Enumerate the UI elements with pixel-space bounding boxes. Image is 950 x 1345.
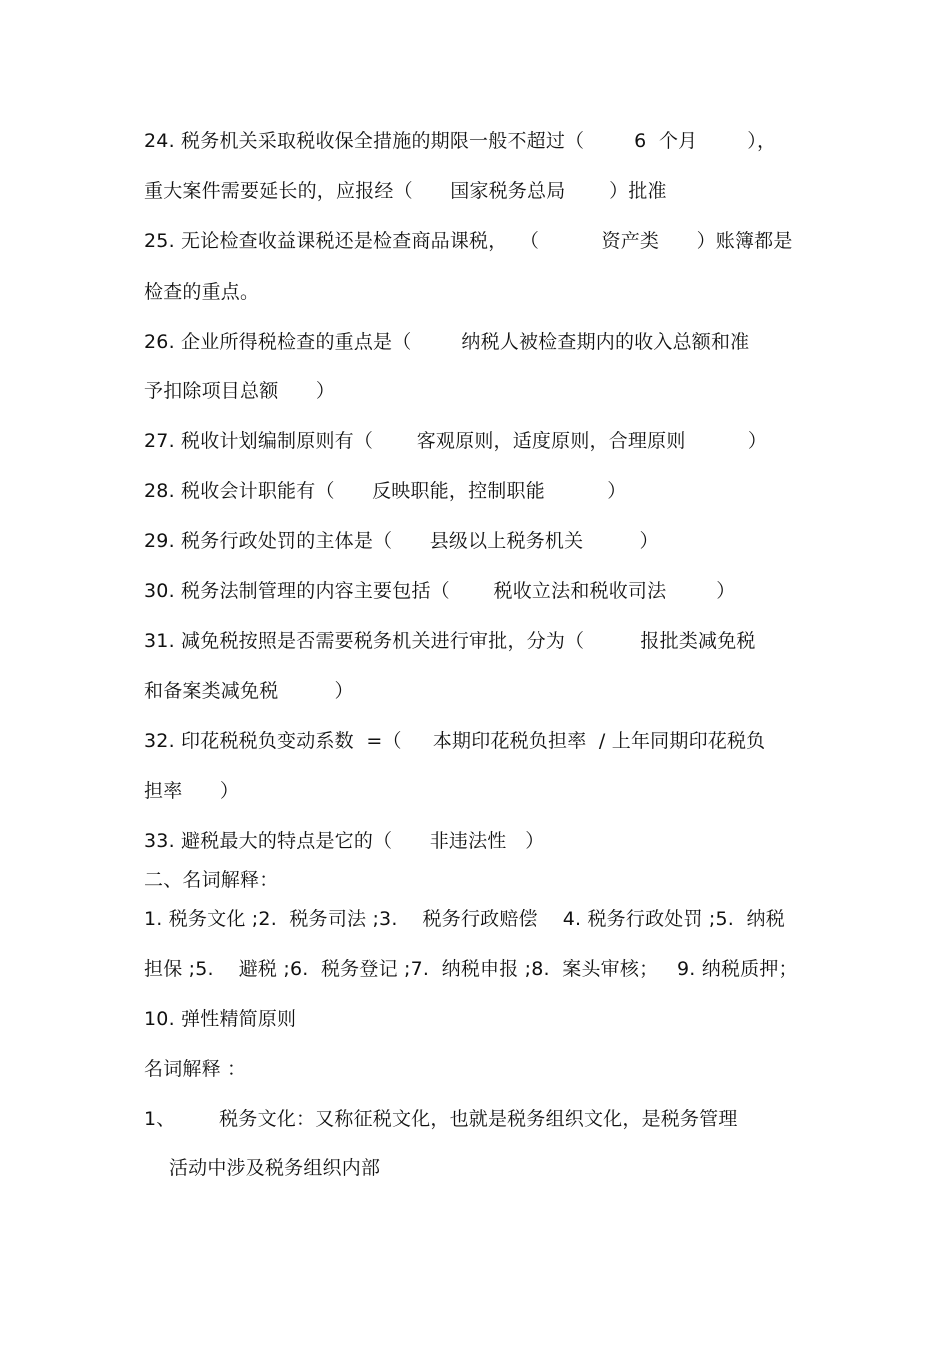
- question-32-line-1: 32. 印花税税负变动系数 =（ 本期印花税负担率 / 上年同期印花税负: [144, 730, 766, 752]
- term-1-definition-line-2: 活动中涉及税务组织内部: [144, 1157, 381, 1179]
- question-28: 28. 税收会计职能有（ 反映职能，控制职能 ）: [144, 480, 627, 502]
- terms-list-line-3: 10. 弹性精简原则: [144, 1008, 297, 1030]
- section-heading-terms: 二、名词解释：: [144, 869, 279, 891]
- terms-list-line-1: 1. 税务文化 ;2. 税务司法 ;3. 税务行政赔偿 4. 税务行政处罚 ;5. 纳税: [144, 908, 785, 930]
- question-31-line-1: 31. 减免税按照是否需要税务机关进行审批，分为（ 报批类减免税: [144, 630, 756, 652]
- question-30: 30. 税务法制管理的内容主要包括（ 税收立法和税收司法 ）: [144, 580, 736, 602]
- question-26-line-2: 予扣除项目总额 ）: [144, 380, 336, 402]
- question-24-line-2: 重大案件需要延长的，应报经（ 国家税务总局 ）批准: [144, 180, 667, 202]
- question-31-line-2: 和备案类减免税 ）: [144, 680, 354, 702]
- question-29: 29. 税务行政处罚的主体是（ 县级以上税务机关 ）: [144, 530, 659, 552]
- question-26-line-1: 26. 企业所得税检查的重点是（ 纳税人被检查期内的收入总额和准: [144, 331, 750, 353]
- question-32-line-2: 担率 ）: [144, 780, 240, 802]
- term-1-definition-line-1: 1、 税务文化：又称征税文化，也就是税务组织文化，是税务管理: [144, 1108, 738, 1130]
- question-27: 27. 税收计划编制原则有（ 客观原则，适度原则，合理原则 ）: [144, 430, 768, 452]
- question-25-line-2: 检查的重点。: [144, 281, 260, 303]
- question-33: 33. 避税最大的特点是它的（ 非违法性 ）: [144, 830, 545, 852]
- terms-list-line-2: 担保 ;5. 避税 ;6. 税务登记 ;7. 纳税申报 ;8. 案头审核； 9. 纳税质押；: [144, 958, 798, 980]
- question-24-line-1: 24. 税务机关采取税收保全措施的期限一般不超过（ 6 个月 ），: [144, 130, 777, 152]
- terms-explanation-heading: 名词解释 ：: [144, 1058, 247, 1080]
- question-25-line-1: 25. 无论检查收益课税还是检查商品课税， （ 资产类 ）账簿都是: [144, 230, 793, 252]
